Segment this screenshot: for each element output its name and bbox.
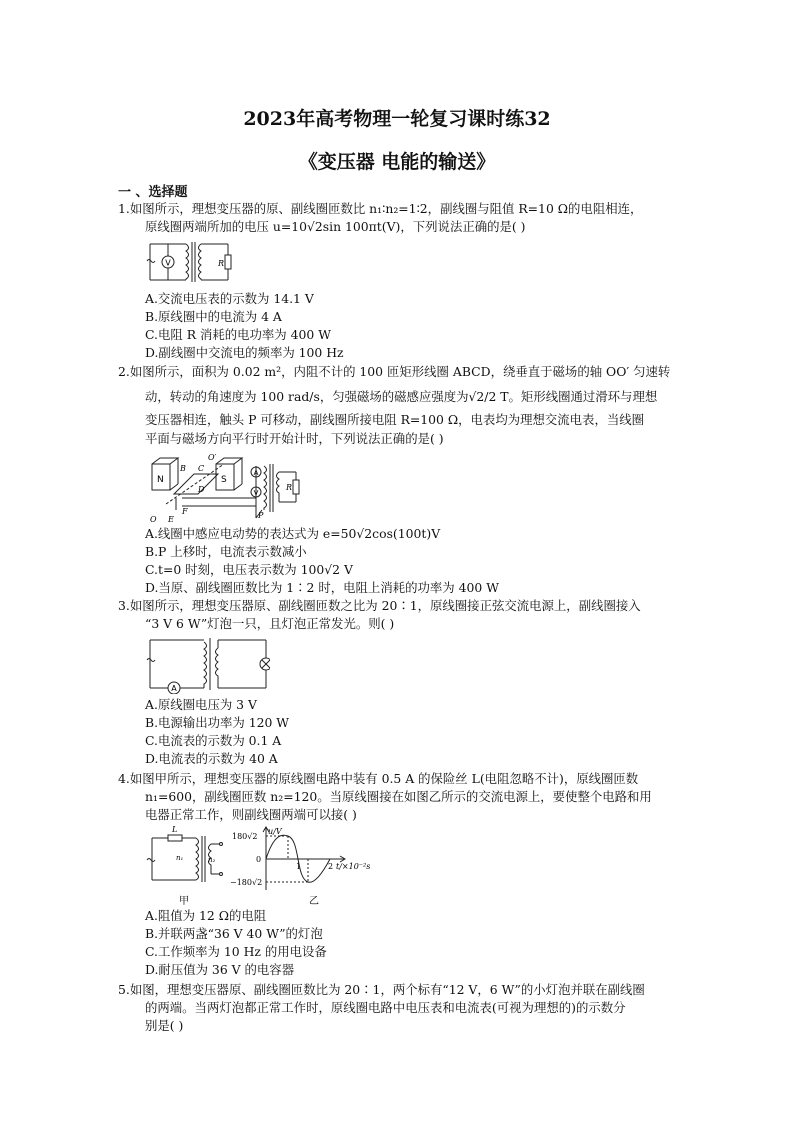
- q4-figure-caption-yi: 乙: [309, 896, 319, 907]
- q1-voltmeter-label: V: [165, 258, 171, 268]
- q2-option-d: D.当原、副线圈匝数比为 1∶2 时，电阻上消耗的功率为 400 W: [145, 580, 499, 595]
- q4-figure-caption-jia: 甲: [179, 896, 189, 907]
- q2-resistor-label: R: [286, 483, 293, 492]
- q2-generator-figure: [146, 452, 304, 524]
- q2-label-b: B: [180, 464, 186, 473]
- q4-x-axis-label: t/×10⁻²s: [336, 862, 371, 871]
- q5-line-2: 的两端。当两灯泡都正常工作时，原线圈电路中电压表和电流表(可视为理想的)的示数分: [145, 1000, 626, 1015]
- q1-line-2: 原线圈两端所加的电压 u=10√2sin 100πt(V)，下列说法正确的是( ): [145, 219, 526, 234]
- q2-label-south: S: [221, 475, 227, 485]
- q4-line-2: n₁=600，副线圈匝数 n₂=120。当原线圈接在如图乙所示的交流电源上，要使整个电路和用: [145, 789, 652, 804]
- q2-option-b: B.P 上移时，电流表示数减小: [145, 544, 307, 559]
- q2-label-o: O: [150, 515, 157, 524]
- q4-line-3: 电器正常工作，则副线圈两端可以接( ): [145, 807, 357, 822]
- q2-option-c: C.t=0 时刻，电压表示数为 100√2 V: [145, 562, 353, 577]
- q1-circuit-figure: [146, 238, 236, 286]
- q2-label-o-prime: O′: [208, 453, 217, 462]
- q3-option-a: A.原线圈电压为 3 V: [145, 697, 257, 712]
- q4-option-b: B.并联两盏“36 V 40 W”的灯泡: [145, 926, 323, 941]
- q2-label-p: P: [258, 511, 264, 520]
- q5-line-1: 5.如图，理想变压器原、副线圈匝数比为 20∶1，两个标有“12 V，6 W”的小灯泡并联在副线圈: [118, 982, 645, 997]
- q4-y-tick-zero: 0: [256, 855, 262, 864]
- q2-label-e: E: [168, 515, 174, 524]
- q2-line-2: 动，转动的角速度为 100 rad/s，匀强磁场的磁感应强度为√2/2 T。矩形线圈通过滑环与理想: [145, 389, 658, 404]
- q4-x-tick-2: 2: [328, 862, 334, 871]
- q4-circuit-figure-jia: [146, 824, 226, 908]
- q3-line-2: “3 V 6 W”灯泡一只，且灯泡正常发光。则( ): [145, 616, 395, 631]
- q1-option-a: A.交流电压表的示数为 14.1 V: [145, 291, 314, 306]
- q1-resistor-label: R: [218, 259, 225, 268]
- q3-line-1: 3.如图所示，理想变压器原、副线圈匝数之比为 20∶1，原线圈接正弦交流电源上，副线圈接入: [118, 598, 641, 613]
- q2-ammeter-label: A: [253, 469, 259, 477]
- q4-x-tick-1: 1: [296, 862, 302, 871]
- q3-option-d: D.电流表的示数为 40 A: [145, 751, 278, 766]
- q4-y-axis-label: u/V: [268, 827, 282, 836]
- q1-option-d: D.副线圈中交流电的频率为 100 Hz: [145, 345, 344, 360]
- q5-line-3: 别是( ): [145, 1018, 184, 1033]
- q2-label-d: D: [198, 485, 205, 494]
- q2-voltmeter-label: V: [253, 489, 259, 497]
- q2-line-4: 平面与磁场方向平行时开始计时，下列说法正确的是( ): [145, 431, 444, 446]
- q2-line-3: 变压器相连，触头 P 可移动，副线圈所接电阻 R=100 Ω，电表均为理想交流电表，当线圈: [145, 412, 645, 427]
- q4-option-c: C.工作频率为 10 Hz 的用电设备: [145, 944, 327, 959]
- q2-label-north: N: [157, 475, 164, 485]
- q1-option-b: B.原线圈中的电流为 4 A: [145, 309, 282, 324]
- q4-y-tick-top: 180√2: [232, 832, 258, 841]
- q2-line-1: 2.如图所示，面积为 0.02 m²，内阻不计的 100 匝矩形线圈 ABCD，绕垂直于磁场的轴 OO′ 匀速转: [118, 364, 671, 379]
- q4-waveform-figure-yi: [230, 824, 400, 908]
- section-heading: 一 、选择题: [118, 185, 188, 200]
- q3-option-c: C.电流表的示数为 0.1 A: [145, 733, 282, 748]
- doc-subtitle: 《变压器 电能的输送》: [298, 151, 496, 173]
- q1-line-1: 1.如图所示，理想变压器的原、副线圈匝数比 n₁∶n₂=1∶2，副线圈与阻值 R=10 Ω的电阻相连，: [118, 201, 643, 216]
- q2-option-a: A.线圈中感应电动势的表达式为 e=50√2cos(100t)V: [145, 526, 441, 541]
- q4-label-n2: n₂: [208, 856, 216, 864]
- doc-title: 2023年高考物理一轮复习课时练32: [243, 108, 551, 130]
- q3-circuit-figure: [146, 634, 270, 694]
- q4-option-a: A.阻值为 12 Ω的电阻: [145, 908, 267, 923]
- q4-label-n1: n₁: [176, 854, 184, 862]
- q4-y-tick-bottom: −180√2: [230, 878, 263, 887]
- q3-option-b: B.电源输出功率为 120 W: [145, 715, 290, 730]
- q4-option-d: D.耐压值为 36 V 的电容器: [145, 962, 295, 977]
- q4-label-fuse: L: [172, 825, 178, 834]
- q2-label-f: F: [182, 507, 188, 516]
- q3-ammeter-label: A: [171, 684, 177, 693]
- q1-option-c: C.电阻 R 消耗的电功率为 400 W: [145, 327, 331, 342]
- q2-label-c: C: [198, 464, 205, 473]
- q4-line-1: 4.如图甲所示，理想变压器的原线圈电路中装有 0.5 A 的保险丝 L(电阻忽略不计)，原线圈匝数: [118, 771, 639, 786]
